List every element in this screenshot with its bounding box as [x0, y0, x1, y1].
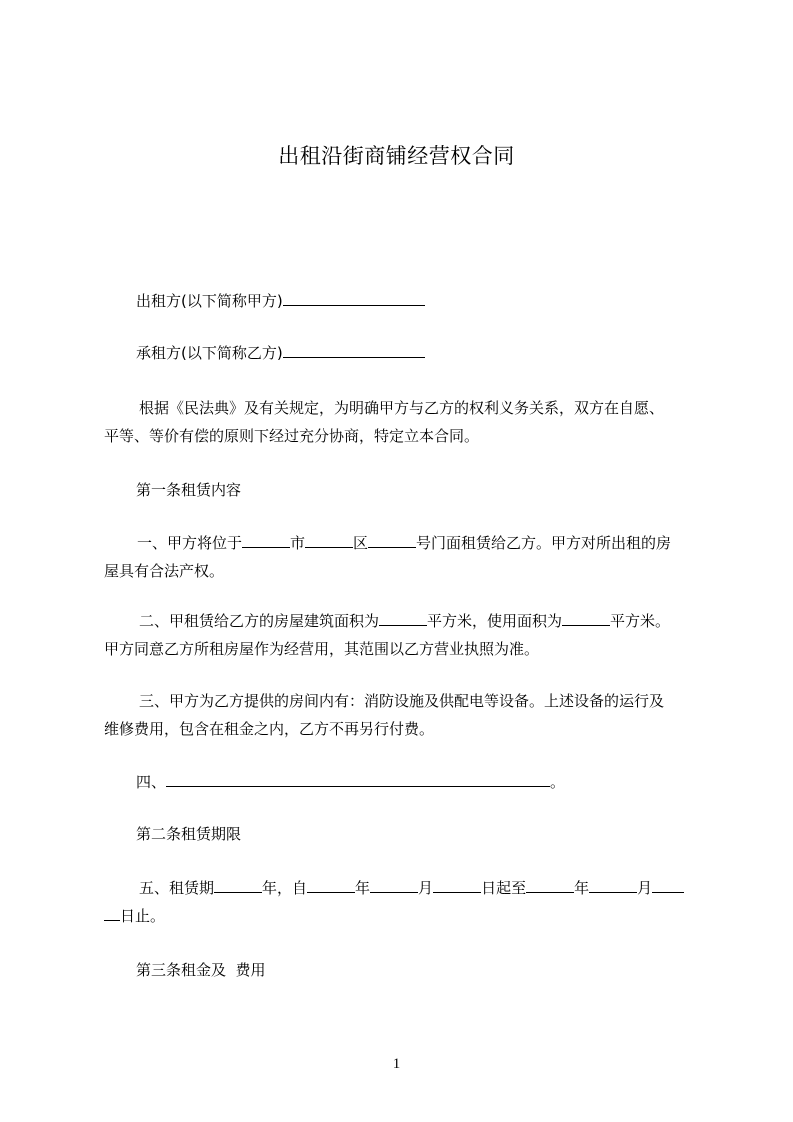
item5-end-year-blank[interactable] — [526, 878, 574, 893]
article1-item1-line1 — [137, 533, 737, 553]
preamble-line-1: 根据《民法典》及有关规定，为明确甲方与乙方的权利义务关系，双方在自愿、 — [139, 399, 665, 417]
item5-text-h: 日止。 — [120, 907, 166, 925]
item4-text-b: 。 — [550, 773, 566, 791]
item5-text-b: 年，自 — [262, 879, 308, 897]
article1-item3-line2: 维修费用，包含在租金之内，乙方不再另行付费。 — [104, 720, 435, 738]
article1-heading: 第一条租赁内容 — [136, 481, 242, 499]
item5-start-day-blank[interactable] — [433, 878, 481, 893]
lessor-blank[interactable] — [283, 291, 425, 306]
lessee-label: 承租方(以下简称乙方) — [136, 344, 283, 362]
page-number: 1 — [392, 1056, 401, 1072]
lessee-blank[interactable] — [283, 343, 425, 358]
item4-blank[interactable] — [166, 772, 550, 787]
article2-heading: 第二条租赁期限 — [136, 825, 242, 843]
item5-text-f: 年 — [574, 879, 590, 897]
item5-years-blank[interactable] — [214, 878, 262, 893]
lessor-line — [136, 291, 736, 311]
document-title: 出租沿街商铺经营权合同 — [278, 144, 515, 168]
item4-text-a: 四、 — [136, 773, 167, 791]
item5-text-g: 月 — [637, 879, 653, 897]
item2-usable-area-blank[interactable] — [562, 611, 610, 626]
item1-text-a: 一、甲方将位于 — [137, 534, 243, 552]
item5-start-month-blank[interactable] — [370, 878, 418, 893]
article1-item2-line1 — [139, 611, 739, 631]
item1-text-c: 区 — [353, 534, 369, 552]
item5-start-year-blank[interactable] — [307, 878, 355, 893]
article1-item1-line2: 屋具有合法产权。 — [104, 562, 225, 580]
item2-text-c: 平方米。 — [610, 612, 671, 630]
article1-item2-line2: 甲方同意乙方所租房屋作为经营用，其范围以乙方营业执照为准。 — [104, 640, 540, 658]
item2-building-area-blank[interactable] — [379, 611, 427, 626]
preamble-line-2: 平等、等价有偿的原则下经过充分协商，特定立本合同。 — [104, 427, 480, 445]
lessor-label: 出租方(以下简称甲方) — [136, 292, 283, 310]
lessee-line — [136, 343, 736, 363]
item1-number-blank[interactable] — [368, 533, 416, 548]
item5-text-a: 五、租赁期 — [139, 879, 215, 897]
article3-heading: 第三条租金及 费用 — [136, 961, 266, 979]
item2-text-a: 二、甲租赁给乙方的房屋建筑面积为 — [139, 612, 380, 630]
article1-item4 — [136, 772, 736, 792]
item5-end-month-blank[interactable] — [589, 878, 637, 893]
item5-text-d: 月 — [418, 879, 434, 897]
item1-district-blank[interactable] — [305, 533, 353, 548]
item5-text-e: 日起至 — [481, 879, 527, 897]
item5-text-c: 年 — [355, 879, 371, 897]
item2-text-b: 平方米，使用面积为 — [427, 612, 563, 630]
article1-item3-line1: 三、甲方为乙方提供的房间内有：消防设施及供配电等设备。上述设备的运行及 — [139, 692, 665, 710]
item1-text-d: 号门面租赁给乙方。甲方对所出租的房 — [416, 534, 672, 552]
article2-item5-line2 — [104, 906, 704, 926]
item1-city-blank[interactable] — [242, 533, 290, 548]
item5-end-day-blank-b[interactable] — [104, 906, 120, 921]
item5-end-day-blank-a[interactable] — [652, 878, 684, 893]
item1-text-b: 市 — [290, 534, 306, 552]
article2-item5-line1 — [139, 878, 739, 898]
